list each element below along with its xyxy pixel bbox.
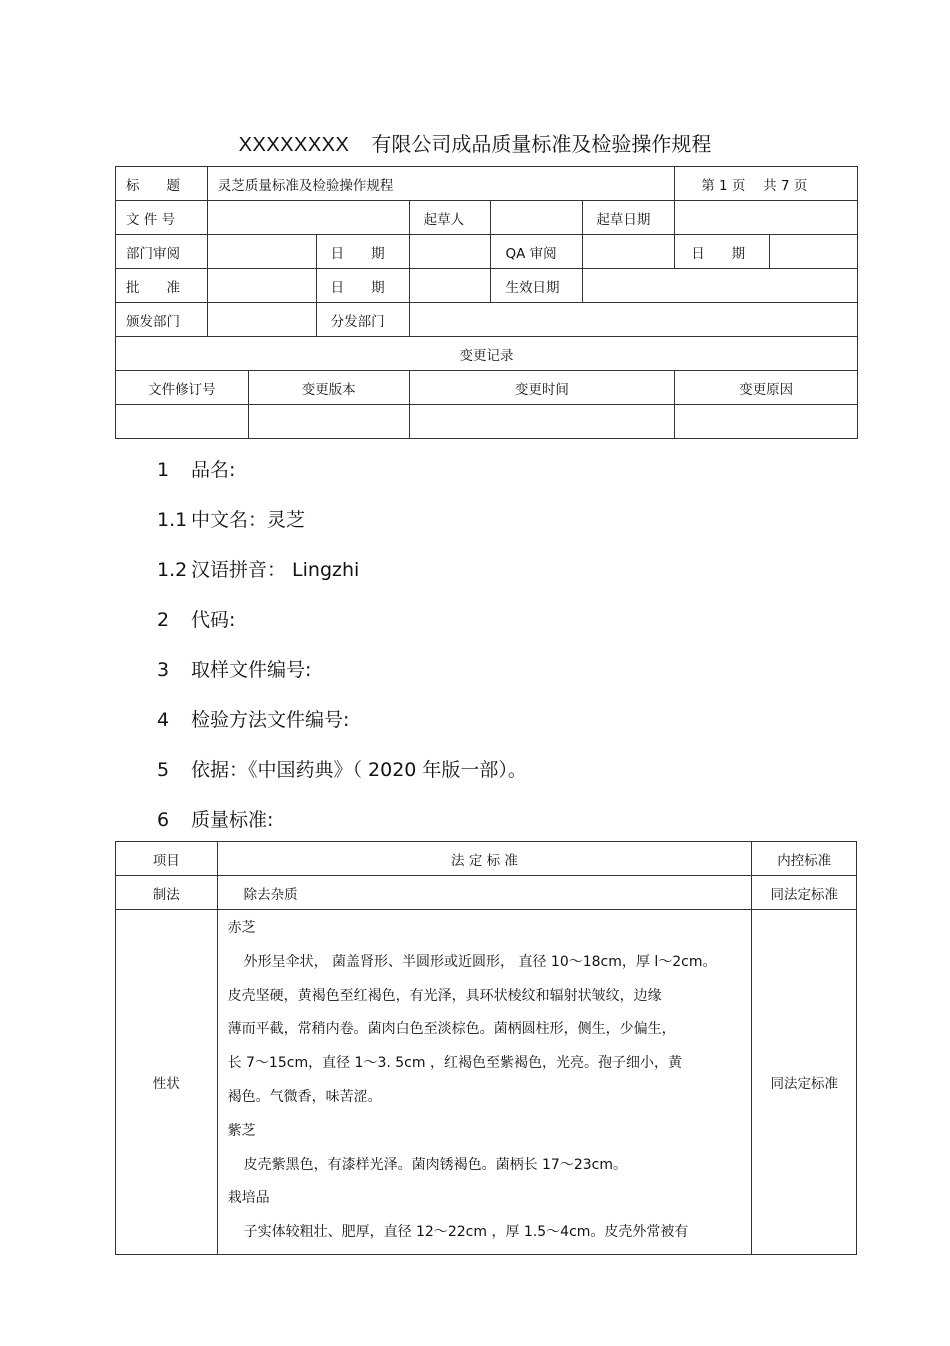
drafter-value <box>491 201 583 235</box>
header-standard: 法 定 标 准 <box>217 842 752 876</box>
header-item: 项目 <box>116 842 218 876</box>
approve-value <box>207 269 316 303</box>
desc-line: 薄而平截，常稍内卷。菌肉白色至淡棕色。菌柄圆柱形，侧生，少偏生， <box>227 1021 676 1038</box>
desc-line: 赤芝 <box>227 920 256 936</box>
header-internal: 内控标准 <box>752 842 857 876</box>
change-record-label: 变更记录 <box>116 337 858 371</box>
date-label-3: 日 期 <box>316 269 409 303</box>
change-cell <box>675 405 858 439</box>
title-value: 灵芝质量标准及检验操作规程 <box>207 167 674 201</box>
approve-label: 批 准 <box>116 269 208 303</box>
row-internal: 同法定标准 <box>752 876 857 910</box>
desc-line: 长 7～15cm，直径 1～3. 5cm ，红褐色至紫褐色，光亮。孢子细小，黄 <box>227 1055 682 1072</box>
change-cell <box>248 405 409 439</box>
change-cell <box>409 405 675 439</box>
dept-review-label: 部门审阅 <box>116 235 208 269</box>
title-text: 有限公司成品质量标准及检验操作规程 <box>371 132 712 156</box>
dist-dept-value <box>409 303 857 337</box>
section-heading: 1.2 汉语拼音： Lingzhi <box>157 559 360 581</box>
effective-date-label: 生效日期 <box>491 269 583 303</box>
dept-review-value <box>207 235 316 269</box>
date-label-2: 日 期 <box>675 235 770 269</box>
change-col-reason: 变更原因 <box>675 371 858 405</box>
doc-no-value <box>207 201 409 235</box>
row-item: 性状 <box>116 910 218 1255</box>
effective-date-value <box>583 269 858 303</box>
desc-line: 紫芝 <box>227 1122 256 1139</box>
drafter-label: 起草人 <box>409 201 491 235</box>
company-name: XXXXXXXX <box>238 134 350 156</box>
change-cell <box>116 405 249 439</box>
dist-dept-label: 分发部门 <box>316 303 409 337</box>
document-title <box>0 128 950 157</box>
section-heading: 2 代码: <box>157 609 236 631</box>
desc-line: 褐色。气微香，味苦涩。 <box>227 1088 382 1105</box>
quality-standard-table <box>115 841 857 1255</box>
date-label: 日 期 <box>316 235 409 269</box>
header-table <box>115 166 858 439</box>
section-heading: 1 品名: <box>157 459 236 481</box>
section-heading: 5 依据：《中国药典》（ 2020 年版一部）。 <box>157 759 527 781</box>
date-value-2 <box>770 235 858 269</box>
page-info: 第 1 页 共 7 页 <box>675 167 858 201</box>
draft-date-value <box>675 201 858 235</box>
row-internal: 同法定标准 <box>752 910 857 1255</box>
section-heading: 3 取样文件编号: <box>157 659 312 681</box>
qa-review-label: QA 审阅 <box>491 235 583 269</box>
section-heading: 1.1 中文名：灵芝 <box>157 509 306 531</box>
desc-line: 子实体较粗壮、肥厚，直径 12～22cm ，厚 1.5～4cm。皮壳外常被有 <box>243 1224 689 1241</box>
change-col-revision: 文件修订号 <box>116 371 249 405</box>
issue-dept-label: 颁发部门 <box>116 303 208 337</box>
change-col-time: 变更时间 <box>409 371 675 405</box>
desc-line: 外形呈伞状， 菌盖肾形、半圆形或近圆形， 直径 10～18cm，厚 l～2cm。 <box>243 953 717 970</box>
qa-review-value <box>583 235 675 269</box>
change-col-version: 变更版本 <box>248 371 409 405</box>
title-label: 标 题 <box>116 167 208 201</box>
desc-line: 皮壳紫黑色，有漆样光泽。菌肉锈褐色。菌柄长 17～23cm。 <box>243 1156 627 1173</box>
issue-dept-value <box>207 303 316 337</box>
row-item: 制法 <box>116 876 218 910</box>
date-value <box>409 235 491 269</box>
description-cell <box>217 910 752 1255</box>
date-value-3 <box>409 269 491 303</box>
section-heading: 6 质量标准: <box>157 809 274 831</box>
desc-line: 栽培品 <box>227 1190 270 1207</box>
draft-date-label: 起草日期 <box>583 201 675 235</box>
doc-no-label: 文 件 号 <box>116 201 208 235</box>
row-standard: 除去杂质 <box>217 876 752 910</box>
section-heading: 4 检验方法文件编号: <box>157 709 350 731</box>
desc-line: 皮壳坚硬，黄褐色至红褐色，有光泽，具环状棱纹和辐射状皱纹，边缘 <box>227 987 662 1004</box>
